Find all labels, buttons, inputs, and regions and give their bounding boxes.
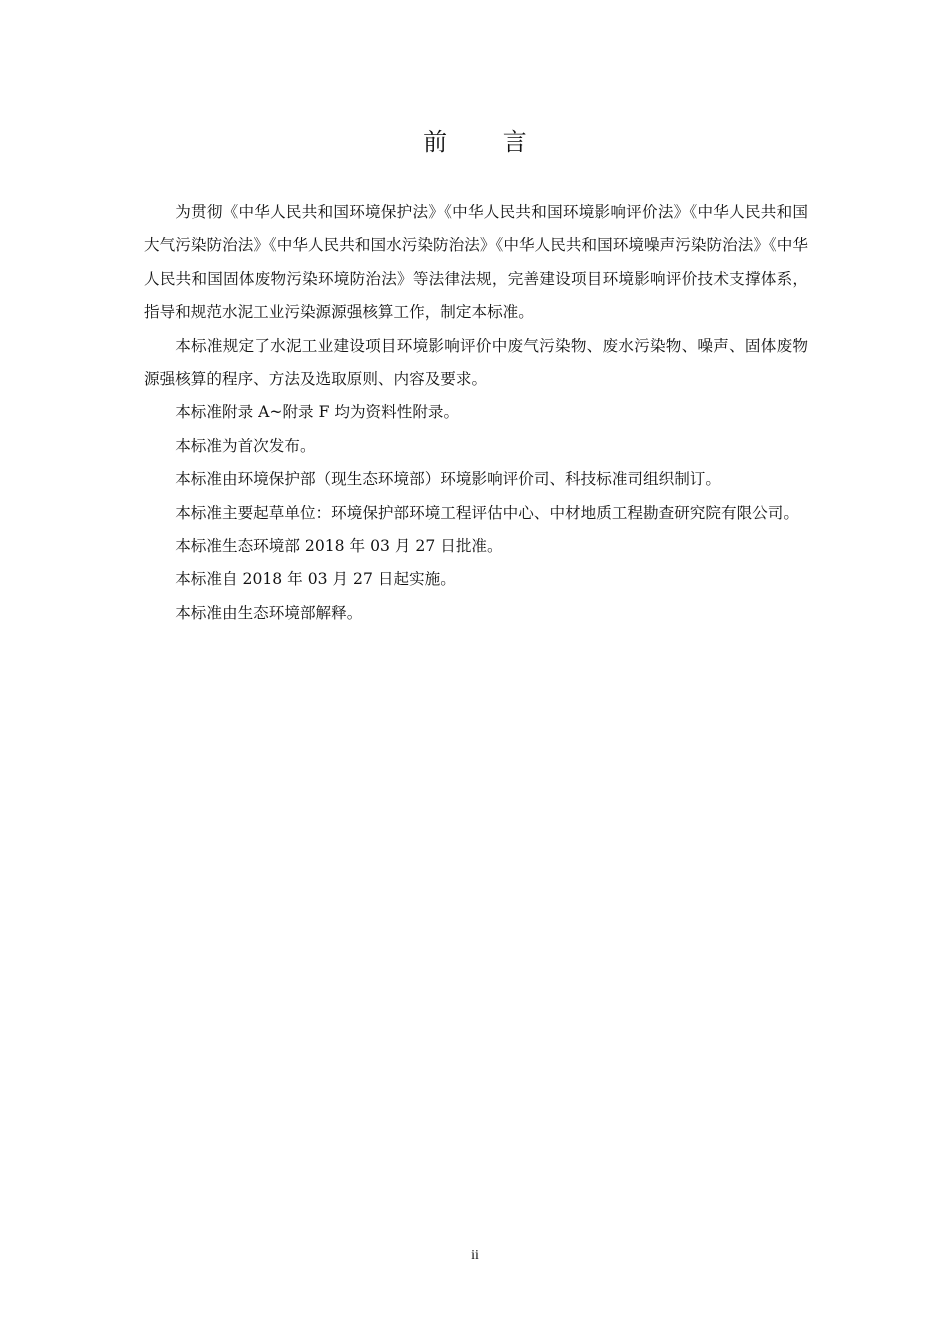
- paragraph-appendix: 本标准附录 A~附录 F 均为资料性附录。: [175, 403, 460, 422]
- paragraph-scope: 本标准规定了水泥工业建设项目环境影响评价中废气污染物、废水污染物、噪声、固体废物源强核算的程序、方法及选取原则、内容及要求。: [144, 336, 808, 389]
- paragraph-organizer: 本标准由环境保护部（现生态环境部）环境影响评价司、科技标准司组织制订。: [175, 470, 721, 489]
- paragraph-first-release: 本标准为首次发布。: [175, 436, 316, 455]
- paragraph-approval: 本标准生态环境部 2018 年 03 月 27 日批准。: [175, 537, 503, 556]
- page-title: 前 言: [423, 128, 551, 156]
- paragraph-interpretation: 本标准由生态环境部解释。: [175, 603, 363, 622]
- paragraph-purpose: 为贯彻《中华人民共和国环境保护法》《中华人民共和国环境影响评价法》《中华人民共和国大气污染防治法》《中华人民共和国水污染防治法》《中华人民共和国环境噪声污染防治法》《中华人民共和国固体废物污染环境防治法》等法律法规，完善建设项目环境影响评价技术支撑体系，指导和规范水泥工业污染源源强核算工作，制定本标准。: [144, 203, 808, 322]
- page-number: ii: [471, 1248, 479, 1263]
- paragraph-drafting-units: 本标准主要起草单位：环境保护部环境工程评估中心、中材地质工程勘查研究院有限公司。: [175, 503, 799, 522]
- paragraph-implementation: 本标准自 2018 年 03 月 27 日起实施。: [175, 570, 456, 589]
- document-body: [144, 196, 808, 630]
